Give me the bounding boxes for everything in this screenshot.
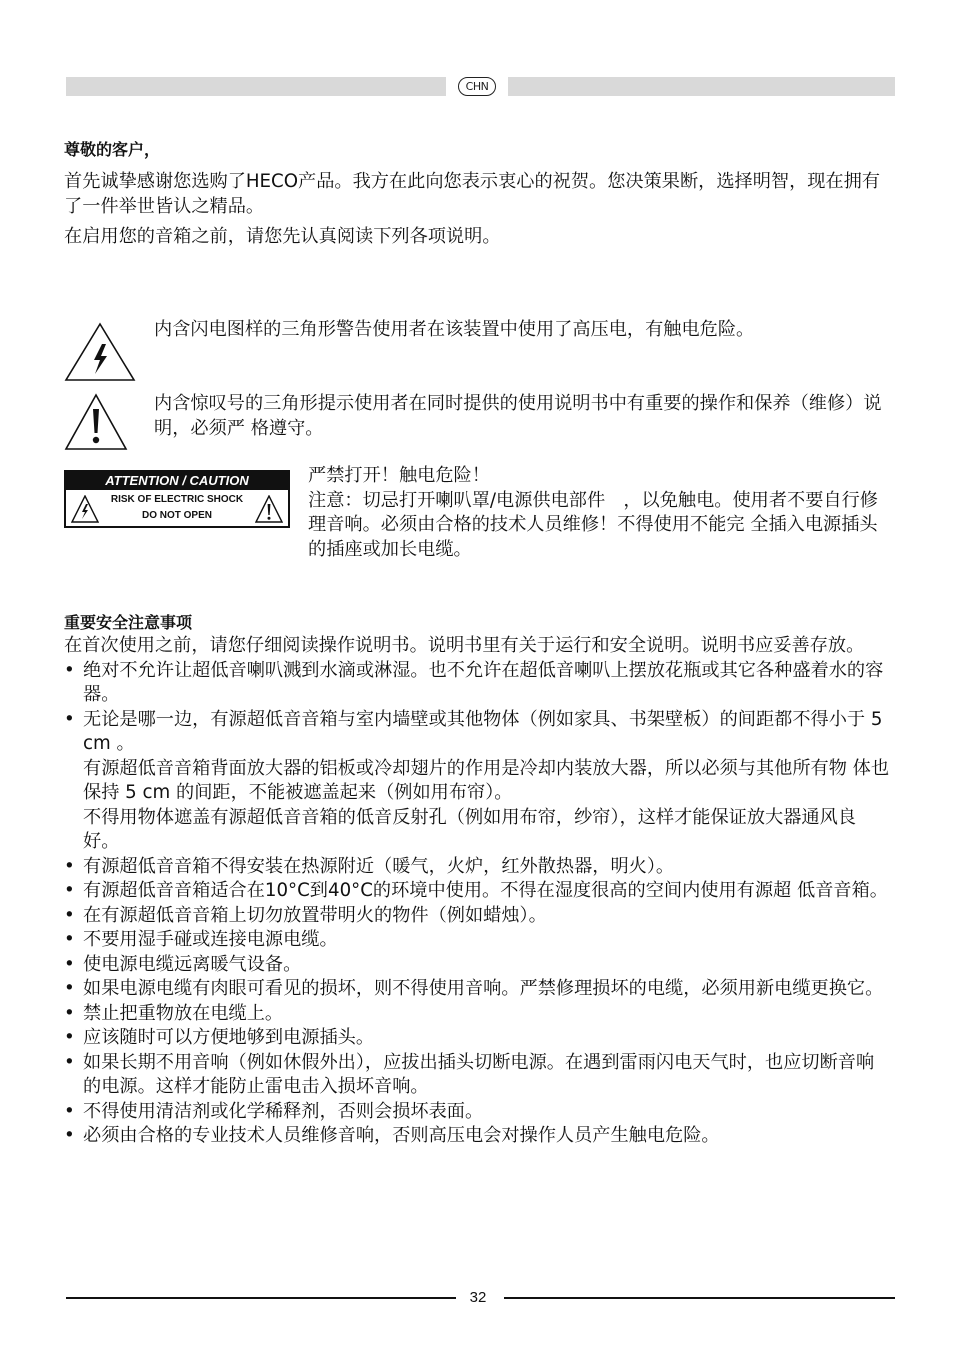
bullet-icon: • [64, 978, 75, 999]
bullet-icon: • [64, 1125, 75, 1146]
safety-item-text: 不得用物体遮盖有源超低音音箱的低音反射孔（例如用布帘，纱帘），这样才能保证放大器通风良好。 [83, 806, 856, 852]
safety-section [64, 612, 892, 1149]
bullet-icon: • [64, 929, 75, 950]
safety-item [64, 879, 892, 904]
lightning-warning-icon [64, 322, 136, 382]
caution-label-line-1: RISK OF ELECTRIC SHOCK [110, 494, 244, 505]
caution-text-block [308, 464, 892, 562]
intro-text-2: 在启用您的音箱之前，请您先认真阅读下列各项说明。 [64, 226, 501, 247]
bullet-icon: • [64, 1027, 75, 1048]
lightning-warning-text: 内含闪电图样的三角形警告使用者在该装置中使用了高压电，有触电危险。 [154, 319, 755, 340]
bullet-icon: • [64, 708, 75, 730]
safety-item-text: 必须由合格的专业技术人员维修音响，否则高压电会对操作人员产生触电危险。 [83, 1125, 720, 1146]
safety-item-text: 有源超低音音箱背面放大器的铝板或冷却翅片的作用是冷却内装放大器，所以必须与其他所有物 体也保持 5 cm 的间距，不能被遮盖起来（例如用布帘）。 [83, 757, 890, 803]
exclamation-warning-icon [64, 393, 128, 451]
safety-item-text: 无论是哪一边，有源超低音音箱与室内墙壁或其他物体（例如家具、书架壁板）的间距都不得小于 5 cm 。 [83, 708, 883, 754]
safety-item [64, 1026, 892, 1051]
caution-label [64, 470, 290, 528]
caution-label-header: ATTENTION / CAUTION [66, 472, 288, 490]
intro-text-1: 首先诚挚感谢您选购了HECO产品。我方在此向您表示衷心的祝贺。您决策果断，选择明智，现在拥有了一件举世皆认之精品。 [64, 171, 881, 217]
safety-item-text: 禁止把重物放在电缆上。 [83, 1002, 284, 1024]
page-number: 32 [469, 1289, 487, 1306]
safety-item-text: 有源超低音音箱不得安装在热源附近（暖气，火炉，红外散热器，明火）。 [83, 855, 675, 877]
intro-paragraph-1 [64, 170, 892, 219]
footer-line-right [504, 1297, 895, 1299]
safety-item-text: 在有源超低音音箱上切勿放置带明火的物件（例如蜡烛）。 [83, 904, 547, 926]
safety-item-text: 不要用湿手碰或连接电源电缆。 [83, 929, 338, 950]
caution-text: 注意：切忌打开喇叭罩/电源供电部件 ，以免触电。使用者不要自行修理音响。必须由合格的技术人员维修！不得使用不能完 全插入电源插头的插座或加长电缆。 [308, 489, 878, 560]
safety-item [64, 928, 892, 953]
safety-item [64, 953, 892, 978]
bullet-icon: • [64, 880, 75, 901]
caution-label-line-2: DO NOT OPEN [141, 510, 212, 521]
safety-item-text: 有源超低音音箱适合在10°C到40°C的环境中使用。不得在湿度很高的空间内使用有源超 低音音箱。 [83, 880, 888, 901]
caution-title: 严禁打开！触电危险！ [308, 465, 490, 486]
safety-item-text: 使电源电缆远离暖气设备。 [83, 953, 302, 975]
bullet-icon: • [64, 904, 75, 926]
safety-item-text: 如果长期不用音响（例如休假外出），应拔出插头切断电源。在遇到雷雨闪电天气时，也应切断音响的电源。这样才能防止雷电击入损坏音响。 [83, 1051, 875, 1097]
language-badge-label: CHN [458, 77, 497, 96]
safety-item-text: 应该随时可以方便地够到电源插头。 [83, 1027, 375, 1048]
bullet-icon: • [64, 1002, 75, 1024]
safety-heading: 重要安全注意事项 [64, 613, 193, 632]
exclamation-warning-text-block [154, 392, 892, 441]
safety-item [64, 1124, 892, 1149]
footer-line-left [66, 1297, 456, 1299]
safety-item [64, 1051, 892, 1100]
lightning-warning-text-block [154, 318, 892, 343]
bullet-icon: • [64, 1100, 75, 1122]
safety-item-text: 不得使用清洁剂或化学稀释剂，否则会损坏表面。 [83, 1100, 484, 1122]
safety-item [64, 659, 892, 708]
caution-exclamation-icon [255, 495, 283, 523]
bullet-icon: • [64, 1051, 75, 1073]
safety-item [64, 855, 892, 880]
safety-item-text: 如果电源电缆有肉眼可看见的损坏，则不得使用音响。严禁修理损坏的电缆，必须用新电缆更换它。 [83, 978, 884, 999]
safety-item [64, 1100, 892, 1125]
language-badge [446, 74, 508, 98]
safety-item [64, 1002, 892, 1027]
safety-list [64, 659, 892, 1149]
safety-intro: 在首次使用之前，请您仔细阅读操作说明书。说明书里有关于运行和安全说明。说明书应妥善存放。 [64, 635, 865, 656]
bullet-icon: • [64, 659, 75, 681]
safety-item [64, 977, 892, 1002]
exclamation-warning-text: 内含惊叹号的三角形提示使用者在同时提供的使用说明书中有重要的操作和保养（维修）说明，必须严 格遵守。 [154, 393, 882, 439]
safety-item [64, 904, 892, 929]
bullet-icon: • [64, 953, 75, 975]
intro-section [64, 139, 892, 161]
safety-item [64, 708, 892, 855]
greeting: 尊敬的客户， [64, 140, 161, 159]
bullet-icon: • [64, 855, 75, 877]
intro-paragraph-2 [64, 225, 892, 250]
safety-item-text: 绝对不允许让超低音喇叭溅到水滴或淋湿。也不允许在超低音喇叭上摆放花瓶或其它各种盛着水的容器。 [83, 659, 884, 705]
